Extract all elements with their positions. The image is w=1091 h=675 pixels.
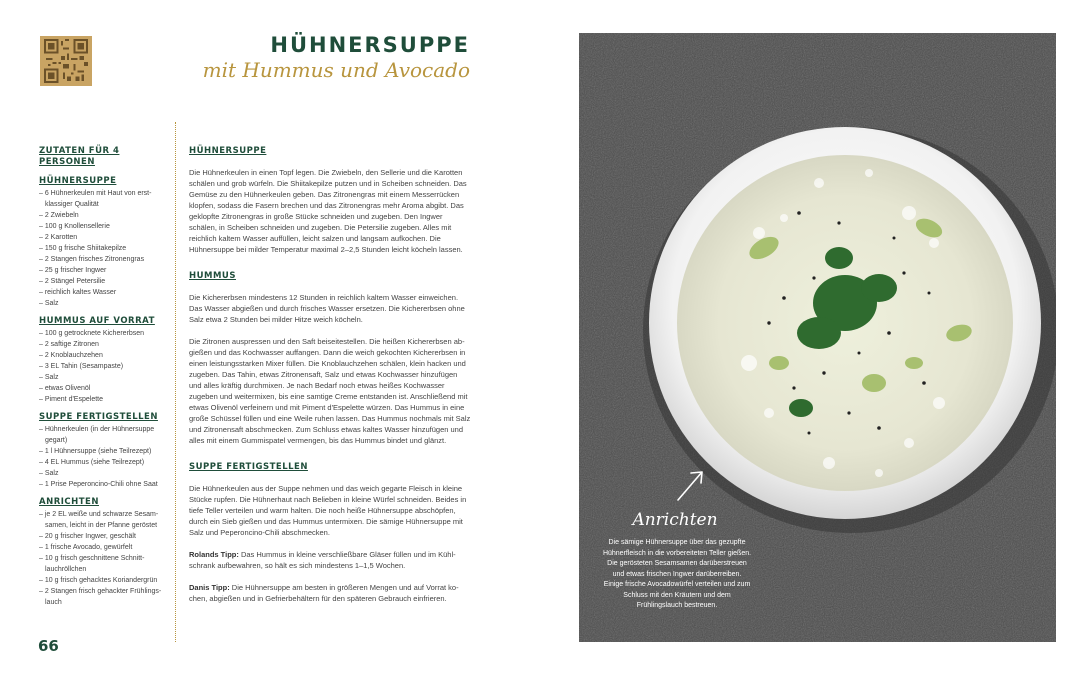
ingredient-item [39,509,164,531]
list-dash: – [39,555,45,562]
ingredient-text: 2 Karotten [44,234,78,241]
ingredient-item [39,276,164,287]
ingredient-text: 100 g Knollensellerie [44,223,110,230]
ingredient-text: 3 EL Tahin (Sesampaste) [44,363,124,370]
tip-dani [189,582,471,604]
column-divider [175,122,176,642]
ingredient-item [39,531,164,542]
ingredient-text: 100 g getrocknete Kichererbsen [44,330,145,337]
ingredient-text: Piment d'Espelette [44,396,103,403]
ingredient-text: 2 Knoblauchzehen [44,352,103,359]
ingredient-text: 2 Stängel Petersilie [44,278,106,285]
ingredient-text: 2 Zwiebeln [44,212,79,219]
list-dash: – [39,533,45,540]
method-text-fertigstellen: Die Hühnerkeulen aus der Suppe nehmen und das weich gegarte Fleisch in kleine Stücke rupfen. Die Hühnerhaut nach Belieben in kleine Würfel schneiden. Beides in tiefe Teller verteilen und warm halten. Die noch heiße Hühnersuppe abschöpfen, durch ein Sieb gießen und das Hummus untermixen. Die sämige Hühnersuppe mit Salz und Peperoncino-Chili abschmecken. [189,484,467,537]
list-dash: – [39,544,45,551]
anrichten-text: Die sämige Hühnersuppe über das gezupfte Hühnerfleisch in die vorbereiteten Teller gießen. Die gerösteten Sesamsamen darüberstreuen und etwas frischen Ingwer darüberreiben. Einige frische Avocadowürfel verteilen und zum Schluss mit den Kräutern und dem Frühlingslauch bestreuen. [602,539,752,609]
method-text-huehnersuppe: Die Hühnerkeulen in einen Topf legen. Die Zwiebeln, den Sellerie und die Karotten schälen und grob würfeln. Die Shiitakepilze putzen und in Scheiben schneiden. Das Gemüse zu den Hühnerkeulen geben. Das Zitronengras mit einem Messerrücken klopfen, sodass die Fasern brechen und das Zitronengras mehr Aroma abgibt. Das geklopfte Zitronengras in große Stücke schneiden und zugeben. Den Ingwer schälen, in Scheiben schneiden und zugeben. Die Petersilie zugeben. Alles mit reichlich kaltem Wasser auffüllen, leicht salzen und langsam aufkochen. Die Hühnersuppe bei milder Temperatur maximal 2–2,5 Stunden leicht köcheln lassen. [189,168,467,254]
ingredient-section-heading: SUPPE FERTIGSTELLEN [39,412,158,422]
ingredient-item [39,457,164,468]
method-column [189,146,471,615]
ingredient-text: 150 g frische Shiitakepilze [44,245,127,252]
tip-dani-label: Danis Tipp: [189,583,230,592]
ingredient-text: 10 g frisch geschnittene Schnittlauchröllchen [44,555,145,573]
list-dash: – [39,352,45,359]
ingredient-item [39,254,164,265]
ingredient-item [39,542,164,553]
ingredient-item [39,221,164,232]
ingredient-text: je 2 EL weiße und schwarze Sesamsamen, leicht in der Pfanne geröstet [44,511,159,529]
title-subtitle: mit Hummus und Avocado [202,58,470,82]
method-heading-hummus: HUMMUS [189,271,236,281]
list-dash: – [39,426,45,433]
list-dash: – [39,374,45,381]
ingredient-item [39,298,164,309]
list-dash: – [39,448,45,455]
ingredient-item [39,265,164,276]
ingredient-item [39,361,164,372]
list-dash: – [39,212,45,219]
ingredient-item [39,339,164,350]
ingredient-text: 1 Prise Peperoncino-Chili ohne Saat [44,481,158,488]
list-dash: – [39,470,45,477]
ingredient-section-heading: HUMMUS AUF VORRAT [39,316,155,326]
list-dash: – [39,330,45,337]
ingredient-text: 6 Hühnerkeulen mit Haut von erstklassiger Qualität [44,190,152,208]
method-heading-huehnersuppe: HÜHNERSUPPE [189,146,267,156]
list-dash: – [39,511,45,518]
ingredient-text: reichlich kaltes Wasser [44,289,117,296]
tip-roland [189,549,471,571]
ingredient-item [39,424,164,446]
ingredient-item [39,328,164,339]
ingredient-text: 25 g frischer Ingwer [44,267,107,274]
list-dash: – [39,341,45,348]
list-dash: – [39,459,45,466]
list-dash: – [39,289,45,296]
list-dash: – [39,300,45,307]
ingredient-text: 1 frische Avocado, gewürfelt [44,544,133,551]
list-dash: – [39,190,45,197]
ingredient-item [39,287,164,298]
ingredient-item [39,553,164,575]
ingredient-item [39,232,164,243]
list-dash: – [39,363,45,370]
ingredient-item [39,210,164,221]
ingredient-item [39,243,164,254]
ingredients-title: ZUTATEN FÜR 4 PERSONEN [39,146,120,167]
ingredient-item [39,479,164,490]
ingredient-item [39,468,164,479]
ingredient-text: 1 l Hühnersuppe (siehe Teilrezept) [44,448,152,455]
ingredient-item [39,383,164,394]
ingredient-text: 2 Stangen frisch gehackter Frühlingslauch [44,588,162,606]
title-main: HÜHNERSUPPE [270,33,470,57]
ingredient-text: etwas Olivenöl [44,385,91,392]
list-dash: – [39,481,45,488]
method-heading-fertigstellen: SUPPE FERTIGSTELLEN [189,462,308,472]
list-dash: – [39,588,45,595]
ingredient-item [39,350,164,361]
list-dash: – [39,234,45,241]
ingredient-text: Salz [44,374,59,381]
ingredient-text: Salz [44,470,59,477]
ingredient-text: 4 EL Hummus (siehe Teilrezept) [44,459,145,466]
tip-roland-label: Rolands Tipp: [189,550,239,559]
tip-roland-text: Das Hummus in kleine verschließbare Gläser füllen und im Kühlschrank aufbewahren, so hält es sich mindestens 1–1,5 Wochen. [189,550,456,570]
arrow-up-right-icon [674,468,708,504]
recipe-title [200,32,470,82]
ingredient-item [39,586,164,608]
method-text-hummus-1: Die Kichererbsen mindestens 12 Stunden in reichlich kaltem Wasser einweichen. Das Wasser abgießen und durch frisches Wasser ersetzen. Die Kichererbsen ohne Salz etwa 2 Stunden bei milder Hitze weich köcheln. [189,293,465,324]
ingredient-text: 10 g frisch gehacktes Koriandergrün [44,577,158,584]
tip-dani-text: Die Hühnersuppe am besten in größeren Mengen und auf Vorrat kochen, abgießen und in Gefrierbehältern für den späteren Gebrauch einfrieren. [189,583,459,603]
list-dash: – [39,256,45,263]
ingredients-column [39,146,164,608]
ingredient-item [39,372,164,383]
method-text-hummus-2: Die Zitronen auspressen und den Saft beiseitestellen. Die heißen Kichererbsen abgießen und das Kochwasser auffangen. Dann die weich gekochten Kichererbsen in einen leistungsstarken Mixer füllen. Die Knoblauchzehen schälen, klein hacken und zugeben. Das Tahin, etwas Zitronensaft, Salz und etwas Kochwasser hinzufügen und alles kräftig durchmixen. Je nach Bedarf noch etwas heißes Kochwasser zugeben und weitermixen, bis eine samtige Creme entstanden ist. Anschließend mit etwas Olivenöl verfeinern und mit Piment d'Espelette würzen. Das Hummus in eine große Schüssel füllen und eine Weile ruhen lassen. Das Hummus nochmals mit Salz und Zitronensaft abschmecken. Zum Schluss etwas kaltes Wasser hinzufügen und alles mit einem Gummispatel vermengen, bis das Hummus bindet und glänzt. [189,337,471,445]
ingredient-text: Salz [44,300,59,307]
list-dash: – [39,223,45,230]
ingredient-item [39,394,164,405]
list-dash: – [39,267,45,274]
ingredient-section-heading: HÜHNERSUPPE [39,176,117,186]
page-number: 66 [38,637,59,655]
qr-code-icon[interactable] [40,36,92,86]
ingredient-item [39,575,164,586]
ingredient-text: 20 g frischer Ingwer, geschält [44,533,136,540]
list-dash: – [39,396,45,403]
list-dash: – [39,278,45,285]
ingredient-text: 2 saftige Zitronen [44,341,99,348]
list-dash: – [39,577,45,584]
anrichten-title: Anrichten [632,510,718,530]
ingredient-text: 2 Stangen frisches Zitronengras [44,256,145,263]
ingredient-text: Hühnerkeulen (in der Hühnersuppe gegart) [44,426,155,444]
ingredient-item [39,446,164,457]
list-dash: – [39,385,45,392]
ingredient-section-heading: ANRICHTEN [39,497,99,507]
list-dash: – [39,245,45,252]
ingredient-item [39,188,164,210]
